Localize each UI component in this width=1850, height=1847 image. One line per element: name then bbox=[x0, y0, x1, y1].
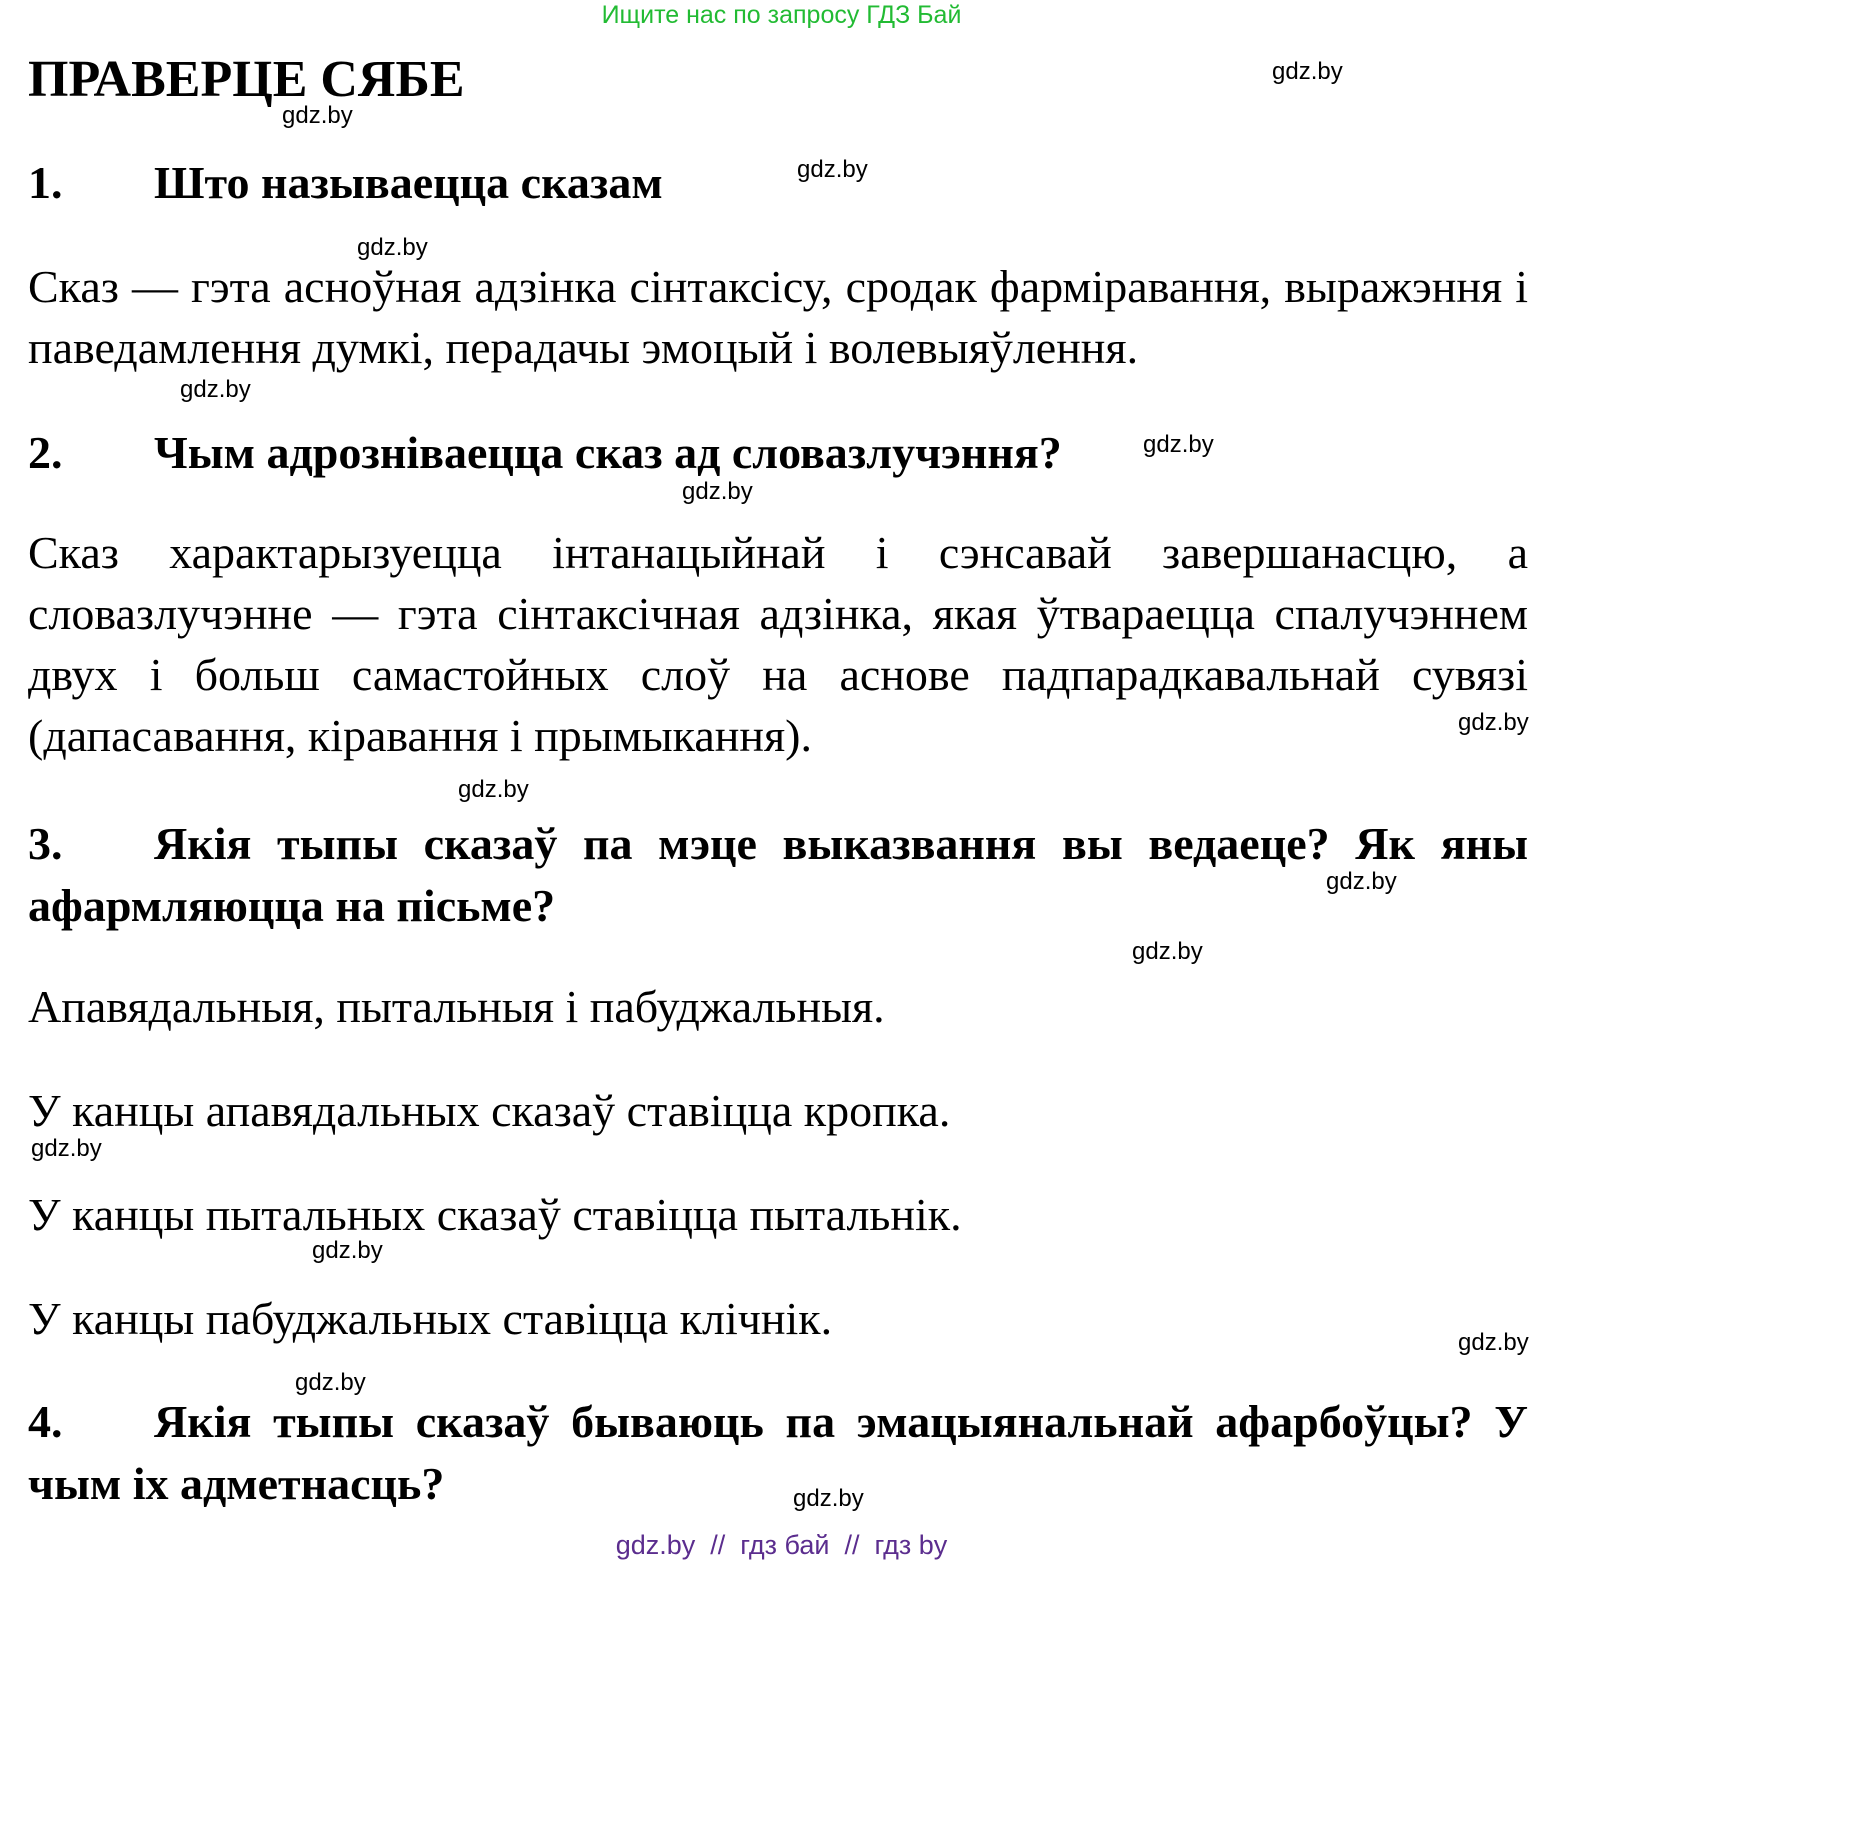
page-title: ПРАВЕРЦЕ СЯБЕ bbox=[28, 51, 465, 108]
watermark: gdz.by bbox=[458, 776, 529, 803]
watermark: gdz.by bbox=[1326, 868, 1397, 895]
watermark: gdz.by bbox=[31, 1135, 102, 1162]
answer-2: Сказ характарызуецца інтанацыйнай і сэнсавай завершанасцю, а словазлучэнне — гэта сінтаксічная адзінка, якая ўтвараецца спалучэннем двух і больш самастойных слоў на аснове падпарадкавальнай сувязі (дапасавання, кіравання і прымыкання). bbox=[28, 527, 1528, 761]
footer-watermark: gdz.by // гдз бай // гдз by bbox=[615, 1530, 948, 1560]
watermark: gdz.by bbox=[295, 1369, 366, 1396]
watermark: gdz.by bbox=[1132, 938, 1203, 965]
question-2-number: 2. bbox=[28, 427, 63, 478]
answer-3-line-3: У канцы пытальных сказаў ставіцца пытальнік. bbox=[28, 1189, 962, 1240]
answer-3-line-1: Апавядальныя, пытальныя і пабуджальныя. bbox=[28, 981, 885, 1032]
answer-3-line-4: У канцы пабуджальных ставіцца клічнік. bbox=[28, 1293, 833, 1344]
question-3 bbox=[28, 813, 1528, 937]
question-4-number: 4. bbox=[28, 1396, 63, 1447]
watermark: gdz.by bbox=[1458, 709, 1529, 736]
watermark: gdz.by bbox=[312, 1237, 383, 1264]
answer-1: Сказ — гэта асноўная адзінка сінтаксісу, сродак фарміравання, выражэння і паведамлення думкі, перадачы эмоцый і волевыяўлення. bbox=[28, 261, 1528, 373]
question-1 bbox=[28, 152, 1528, 214]
question-1-number: 1. bbox=[28, 157, 63, 208]
answer-3-line-2: У канцы апавядальных сказаў ставіцца кропка. bbox=[28, 1085, 951, 1136]
question-2 bbox=[28, 422, 1528, 484]
watermark: gdz.by bbox=[682, 478, 753, 505]
question-3-number: 3. bbox=[28, 818, 63, 869]
watermark: gdz.by bbox=[1458, 1329, 1529, 1356]
top-banner: Ищите нас по запросу ГДЗ Бай bbox=[601, 1, 962, 29]
question-4 bbox=[28, 1391, 1528, 1515]
question-3-text: Якія тыпы сказаў па мэце выказвання вы ведаеце? Як яны афармляюцца на пісьме? bbox=[28, 818, 1528, 931]
watermark: gdz.by bbox=[180, 376, 251, 403]
question-4-text: Якія тыпы сказаў бываюць па эмацыянальнай афарбоўцы? У чым іх адметнасць? bbox=[28, 1396, 1528, 1509]
watermark: gdz.by bbox=[282, 102, 353, 129]
watermark: gdz.by bbox=[797, 156, 868, 183]
watermark: gdz.by bbox=[793, 1485, 864, 1512]
watermark: gdz.by bbox=[1272, 58, 1343, 85]
question-1-text: Што называецца сказам bbox=[154, 157, 663, 208]
question-2-text: Чым адрозніваецца сказ ад словазлучэння? bbox=[154, 427, 1062, 478]
watermark: gdz.by bbox=[357, 234, 428, 261]
watermark: gdz.by bbox=[1143, 431, 1214, 458]
